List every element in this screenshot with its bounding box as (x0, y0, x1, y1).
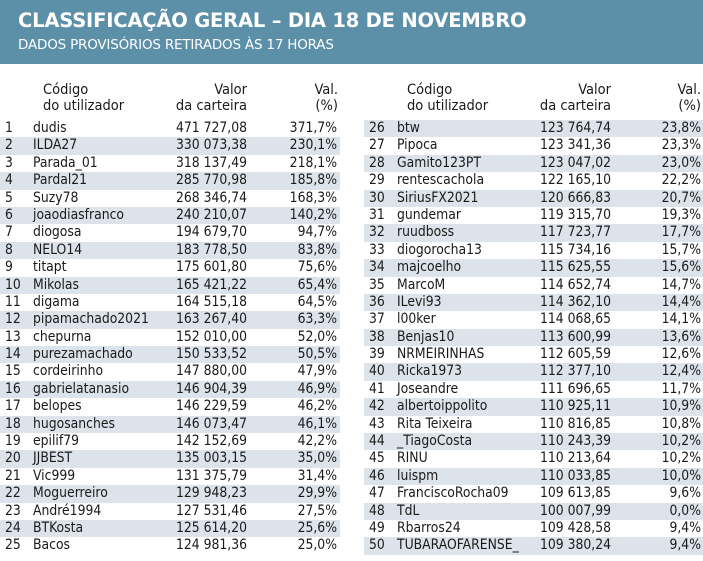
rank-cell: 29 (369, 172, 385, 189)
header-banner (0, 0, 703, 64)
value-cell: 113 600,99 (539, 328, 611, 345)
value-cell: 152 010,00 (175, 328, 247, 345)
table-row (364, 120, 703, 137)
table-header (364, 76, 703, 120)
table-row (364, 137, 703, 154)
rank-cell: 43 (369, 415, 385, 432)
table-header (0, 76, 340, 120)
pct-cell: 9,4% (669, 537, 701, 554)
rank-cell: 39 (369, 346, 385, 363)
pct-cell: 230,1% (289, 137, 337, 154)
ranking-table-left (0, 76, 340, 555)
value-cell: 112 377,10 (539, 363, 611, 380)
user-cell: Bacos (33, 537, 71, 554)
value-cell: 164 515,18 (175, 293, 247, 310)
col-value-header (150, 82, 247, 114)
table-row (0, 294, 340, 311)
user-cell: Mikolas (33, 276, 79, 293)
user-cell: dudis (33, 120, 67, 136)
rank-cell: 40 (369, 363, 385, 380)
user-cell: ILevi93 (397, 293, 442, 310)
table-row (0, 137, 340, 154)
user-cell: hugosanches (33, 415, 115, 432)
pct-cell: 46,9% (297, 380, 337, 397)
rank-cell: 31 (369, 206, 385, 223)
rank-cell: 23 (5, 502, 21, 519)
user-cell: Vic999 (33, 467, 76, 484)
pct-cell: 168,3% (289, 189, 337, 206)
table-row (0, 207, 340, 224)
table-row (364, 311, 703, 328)
table-row (0, 190, 340, 207)
user-cell: Pardal21 (33, 172, 88, 189)
col-value-header-line2: da carteira (539, 98, 611, 114)
pct-cell: 46,1% (297, 415, 337, 432)
value-cell: 131 375,79 (175, 467, 247, 484)
col-pct-header-line1: Val. (677, 82, 701, 98)
user-cell: SiriusFX2021 (397, 189, 479, 206)
user-cell: digama (33, 293, 80, 310)
rank-cell: 5 (5, 189, 13, 206)
table-row (0, 172, 340, 189)
pct-cell: 64,5% (297, 293, 337, 310)
value-cell: 123 764,74 (539, 120, 611, 136)
col-user-header (43, 82, 124, 114)
value-cell: 120 666,83 (539, 189, 611, 206)
user-cell: Pipoca (397, 137, 438, 154)
table-row (364, 155, 703, 172)
rank-cell: 14 (5, 346, 21, 363)
rank-cell: 1 (5, 120, 13, 136)
rank-cell: 11 (5, 293, 21, 310)
table-row (364, 503, 703, 520)
pct-cell: 50,5% (297, 346, 337, 363)
table-row (364, 468, 703, 485)
user-cell: ruudboss (397, 224, 455, 241)
user-cell: NRMEIRINHAS (397, 346, 485, 363)
value-cell: 150 533,52 (175, 346, 247, 363)
rank-cell: 47 (369, 485, 385, 502)
page-subtitle: DADOS PROVISÓRIOS RETIRADOS ÀS 17 HORAS (18, 37, 334, 53)
table-row (364, 259, 703, 276)
value-cell: 111 696,65 (539, 380, 611, 397)
table-row (0, 311, 340, 328)
pct-cell: 15,6% (661, 259, 701, 276)
user-cell: FranciscoRocha09 (397, 485, 509, 502)
pct-cell: 15,7% (661, 241, 701, 258)
value-cell: 146 229,59 (175, 398, 247, 415)
rank-cell: 36 (369, 293, 385, 310)
rank-cell: 4 (5, 172, 13, 189)
pct-cell: 10,2% (661, 450, 701, 467)
col-user-header (407, 82, 488, 114)
user-cell: gabrielatanasio (33, 380, 130, 397)
table-body (0, 120, 340, 555)
user-cell: gundemar (397, 206, 461, 223)
table-row (364, 450, 703, 467)
pct-cell: 185,8% (289, 172, 337, 189)
rank-cell: 12 (5, 311, 21, 328)
user-cell: diogorocha13 (397, 241, 482, 258)
rank-cell: 7 (5, 224, 13, 241)
user-cell: belopes (33, 398, 82, 415)
rank-cell: 45 (369, 450, 385, 467)
table-row (0, 120, 340, 137)
rank-cell: 18 (5, 415, 21, 432)
rank-cell: 38 (369, 328, 385, 345)
col-pct-header (634, 82, 701, 114)
table-row (0, 381, 340, 398)
user-cell: MarcoM (397, 276, 446, 293)
user-cell: André1994 (33, 502, 102, 519)
col-user-header-line2: do utilizador (407, 98, 489, 114)
rank-cell: 2 (5, 137, 13, 154)
rank-cell: 32 (369, 224, 385, 241)
table-row (0, 503, 340, 520)
table-row (364, 537, 703, 554)
pct-cell: 12,4% (661, 363, 701, 380)
rank-cell: 27 (369, 137, 385, 154)
value-cell: 285 770,98 (175, 172, 247, 189)
rank-cell: 34 (369, 259, 385, 276)
rank-cell: 20 (5, 450, 21, 467)
user-cell: Benjas10 (397, 328, 455, 345)
pct-cell: 23,8% (661, 120, 701, 136)
pct-cell: 9,4% (669, 519, 701, 536)
value-cell: 146 073,47 (175, 415, 247, 432)
col-value-header (514, 82, 611, 114)
pct-cell: 52,0% (297, 328, 337, 345)
table-row (364, 416, 703, 433)
pct-cell: 63,3% (297, 311, 337, 328)
user-cell: joaodiasfranco (33, 206, 125, 223)
rank-cell: 19 (5, 433, 21, 450)
table-row (0, 450, 340, 467)
value-cell: 146 904,39 (175, 380, 247, 397)
col-user-header-line2: do utilizador (43, 98, 125, 114)
rank-cell: 42 (369, 398, 385, 415)
pct-cell: 23,3% (661, 137, 701, 154)
rank-cell: 28 (369, 154, 385, 171)
pct-cell: 10,2% (661, 433, 701, 450)
user-cell: titapt (33, 259, 67, 276)
user-cell: purezamachado (33, 346, 133, 363)
user-cell: epilif79 (33, 433, 80, 450)
user-cell: Joseandre (397, 380, 459, 397)
value-cell: 112 605,59 (539, 346, 611, 363)
rank-cell: 48 (369, 502, 385, 519)
value-cell: 125 614,20 (175, 519, 247, 536)
user-cell: Gamito123PT (397, 154, 481, 171)
value-cell: 114 362,10 (539, 293, 611, 310)
user-cell: Ricka1973 (397, 363, 463, 380)
rank-cell: 17 (5, 398, 21, 415)
user-cell: BTKosta (33, 519, 84, 536)
value-cell: 110 213,64 (539, 450, 611, 467)
value-cell: 117 723,77 (539, 224, 611, 241)
table-row (0, 242, 340, 259)
value-cell: 129 948,23 (175, 485, 247, 502)
table-row (0, 433, 340, 450)
user-cell: Suzy78 (33, 189, 79, 206)
table-row (0, 398, 340, 415)
rank-cell: 44 (369, 433, 385, 450)
user-cell: majcoelho (397, 259, 462, 276)
value-cell: 110 816,85 (539, 415, 611, 432)
value-cell: 127 531,46 (175, 502, 247, 519)
user-cell: l00ker (397, 311, 436, 328)
pct-cell: 23,0% (661, 154, 701, 171)
pct-cell: 14,1% (661, 311, 701, 328)
user-cell: ILDA27 (33, 137, 78, 154)
user-cell: luispm (397, 467, 439, 484)
value-cell: 115 734,16 (539, 241, 611, 258)
pct-cell: 25,0% (297, 537, 337, 554)
col-value-header-line1: Valor (214, 82, 247, 98)
col-pct-header (270, 82, 338, 114)
pct-cell: 14,4% (661, 293, 701, 310)
pct-cell: 65,4% (297, 276, 337, 293)
pct-cell: 75,6% (297, 259, 337, 276)
pct-cell: 94,7% (297, 224, 337, 241)
ranking-table-right (364, 76, 703, 555)
pct-cell: 29,9% (297, 485, 337, 502)
user-cell: Rbarros24 (397, 519, 461, 536)
table-row (0, 259, 340, 276)
pct-cell: 42,2% (297, 433, 337, 450)
rank-cell: 50 (369, 537, 385, 554)
pct-cell: 0,0% (669, 502, 701, 519)
value-cell: 100 007,99 (539, 502, 611, 519)
pct-cell: 9,6% (669, 485, 701, 502)
rank-cell: 33 (369, 241, 385, 258)
table-row (364, 207, 703, 224)
rank-cell: 41 (369, 380, 385, 397)
pct-cell: 13,6% (661, 328, 701, 345)
table-row (0, 416, 340, 433)
col-pct-header-line1: Val. (314, 82, 338, 98)
value-cell: 109 613,85 (539, 485, 611, 502)
col-user-header-line1: Código (407, 82, 453, 98)
rank-cell: 21 (5, 467, 21, 484)
table-row (0, 520, 340, 537)
table-row (364, 433, 703, 450)
table-row (0, 485, 340, 502)
value-cell: 142 152,69 (175, 433, 247, 450)
table-body (364, 120, 703, 555)
table-row (364, 224, 703, 241)
user-cell: Parada_01 (33, 154, 98, 171)
user-cell: btw (397, 120, 420, 136)
value-cell: 110 243,39 (539, 433, 611, 450)
table-row (364, 346, 703, 363)
value-cell: 471 727,08 (175, 120, 247, 136)
rank-cell: 13 (5, 328, 21, 345)
table-row (0, 224, 340, 241)
col-pct-header-line2: (%) (678, 98, 701, 114)
table-row (364, 485, 703, 502)
pct-cell: 27,5% (297, 502, 337, 519)
rank-cell: 10 (5, 276, 21, 293)
table-row (364, 294, 703, 311)
pct-cell: 19,3% (661, 206, 701, 223)
rank-cell: 25 (5, 537, 21, 554)
rank-cell: 9 (5, 259, 13, 276)
value-cell: 135 003,15 (175, 450, 247, 467)
user-cell: TUBARAOFARENSE_ (397, 537, 519, 554)
pct-cell: 22,2% (661, 172, 701, 189)
user-cell: pipamachado2021 (33, 311, 149, 328)
value-cell: 240 210,07 (175, 206, 247, 223)
table-row (364, 329, 703, 346)
pct-cell: 140,2% (289, 206, 337, 223)
value-cell: 147 880,00 (175, 363, 247, 380)
value-cell: 114 652,74 (539, 276, 611, 293)
pct-cell: 20,7% (661, 189, 701, 206)
pct-cell: 12,6% (661, 346, 701, 363)
value-cell: 114 068,65 (539, 311, 611, 328)
rank-cell: 26 (369, 120, 385, 136)
value-cell: 123 047,02 (539, 154, 611, 171)
table-row (364, 242, 703, 259)
page-title: CLASSIFICAÇÃO GERAL – DIA 18 DE NOVEMBRO (18, 9, 527, 32)
value-cell: 109 380,24 (539, 537, 611, 554)
table-row (364, 190, 703, 207)
table-row (0, 277, 340, 294)
pct-cell: 35,0% (297, 450, 337, 467)
user-cell: Moguerreiro (33, 485, 108, 502)
user-cell: JJBEST (33, 450, 73, 467)
rank-cell: 30 (369, 189, 385, 206)
table-row (0, 346, 340, 363)
value-cell: 183 778,50 (175, 241, 247, 258)
rank-cell: 46 (369, 467, 385, 484)
user-cell: diogosa (33, 224, 82, 241)
rank-cell: 49 (369, 519, 385, 536)
user-cell: rentescachola (397, 172, 485, 189)
value-cell: 163 267,40 (175, 311, 247, 328)
user-cell: RINU (397, 450, 428, 467)
pct-cell: 31,4% (297, 467, 337, 484)
table-row (364, 277, 703, 294)
pct-cell: 25,6% (297, 519, 337, 536)
user-cell: albertoippolito (397, 398, 488, 415)
value-cell: 165 421,22 (175, 276, 247, 293)
value-cell: 109 428,58 (539, 519, 611, 536)
table-row (0, 537, 340, 554)
rank-cell: 35 (369, 276, 385, 293)
pct-cell: 371,7% (289, 120, 337, 136)
table-row (364, 381, 703, 398)
table-row (364, 520, 703, 537)
table-row (0, 468, 340, 485)
pct-cell: 11,7% (661, 380, 701, 397)
table-row (364, 398, 703, 415)
pct-cell: 17,7% (661, 224, 701, 241)
value-cell: 115 625,55 (539, 259, 611, 276)
rank-cell: 24 (5, 519, 21, 536)
rank-cell: 8 (5, 241, 13, 258)
value-cell: 175 601,80 (175, 259, 247, 276)
rank-cell: 16 (5, 380, 21, 397)
pct-cell: 10,8% (661, 415, 701, 432)
col-user-header-line1: Código (43, 82, 89, 98)
rank-cell: 6 (5, 206, 13, 223)
value-cell: 124 981,36 (175, 537, 247, 554)
rank-cell: 3 (5, 154, 13, 171)
user-cell: _TiagoCosta (397, 433, 473, 450)
user-cell: cordeirinho (33, 363, 104, 380)
col-value-header-line2: da carteira (175, 98, 247, 114)
value-cell: 122 165,10 (539, 172, 611, 189)
table-row (0, 329, 340, 346)
pct-cell: 47,9% (297, 363, 337, 380)
pct-cell: 46,2% (297, 398, 337, 415)
user-cell: TdL (397, 502, 420, 519)
col-pct-header-line2: (%) (315, 98, 338, 114)
pct-cell: 218,1% (289, 154, 337, 171)
value-cell: 123 341,36 (539, 137, 611, 154)
table-row (0, 155, 340, 172)
table-row (0, 363, 340, 380)
pct-cell: 14,7% (661, 276, 701, 293)
user-cell: Rita Teixeira (397, 415, 473, 432)
value-cell: 194 679,70 (175, 224, 247, 241)
table-row (364, 363, 703, 380)
pct-cell: 83,8% (297, 241, 337, 258)
value-cell: 318 137,49 (175, 154, 247, 171)
rank-cell: 15 (5, 363, 21, 380)
user-cell: NELO14 (33, 241, 83, 258)
value-cell: 330 073,38 (175, 137, 247, 154)
pct-cell: 10,0% (661, 467, 701, 484)
rank-cell: 22 (5, 485, 21, 502)
user-cell: chepurna (33, 328, 92, 345)
col-value-header-line1: Valor (578, 82, 611, 98)
rank-cell: 37 (369, 311, 385, 328)
value-cell: 110 033,85 (539, 467, 611, 484)
value-cell: 268 346,74 (175, 189, 247, 206)
table-row (364, 172, 703, 189)
pct-cell: 10,9% (661, 398, 701, 415)
value-cell: 110 925,11 (539, 398, 611, 415)
value-cell: 119 315,70 (539, 206, 611, 223)
